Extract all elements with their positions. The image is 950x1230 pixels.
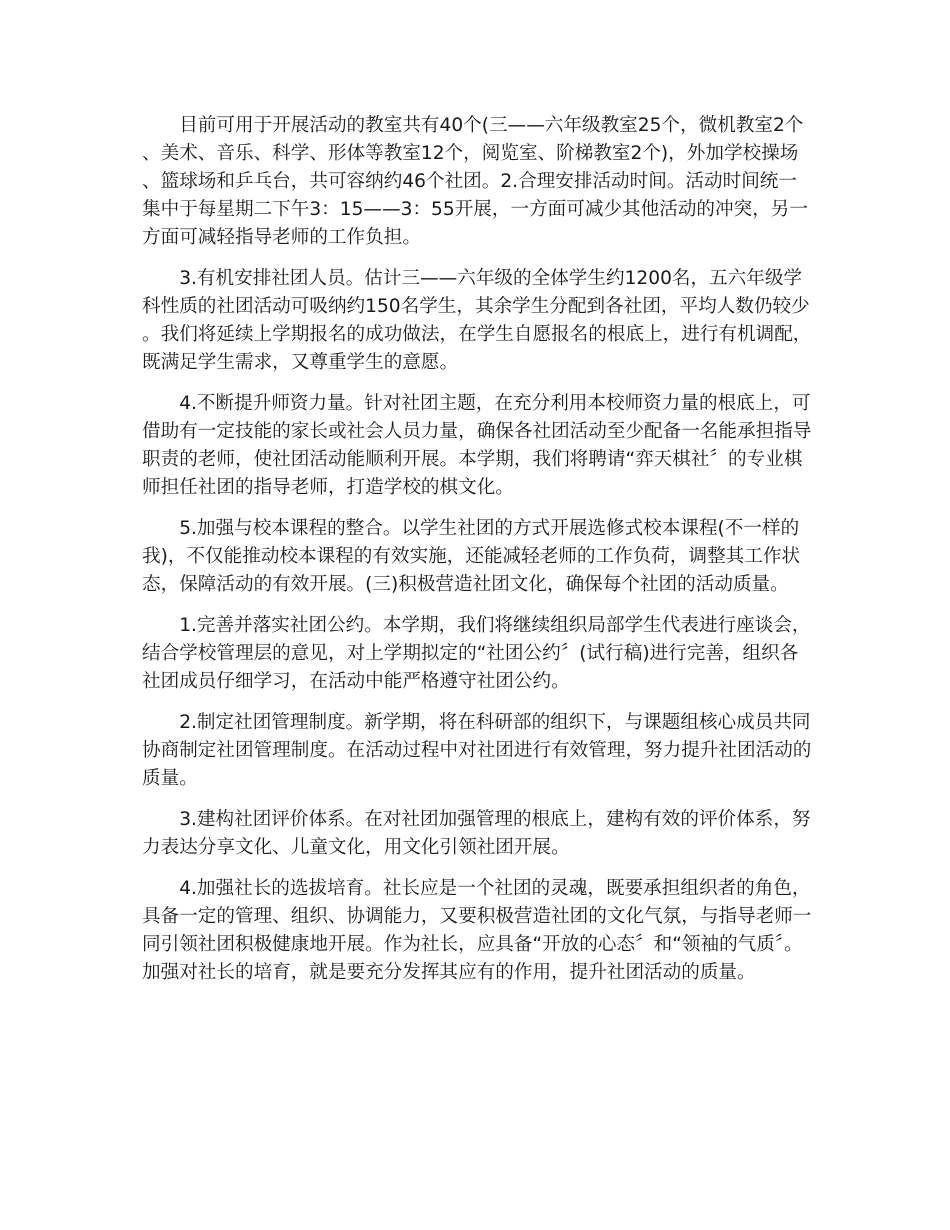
paragraph-curriculum-integration: 5.加强与校本课程的整合。以学生社团的方式开展选修式校本课程(不一样的我)，不仅能推动校本课程的有效实施，还能减轻老师的工作负荷，调整其工作状态，保障活动的有效开展。(三)积极营造社团文化，确保每个社团的活动质量。 [142,518,801,595]
paragraph-member-arrangement: 3.有机安排社团人员。估计三——六年级的全体学生约1200名，五六年级学科性质的社团活动可吸纳约150名学生，其余学生分配到各社团，平均人数仍较少。我们将延续上学期报名的成功做法，在学生自愿报名的根底上，进行有机调配，既满足学生需求，又尊重学生的意愿。 [142,268,812,373]
paragraph-management-system: 2.制定社团管理制度。新学期，将在科研部的组织下，与课题组核心成员共同协商制定社团管理制度。在活动过程中对社团进行有效管理，努力提升社团活动的质量。 [142,712,812,789]
paragraph-leader-training: 4.加强社长的选拔培育。社长应是一个社团的灵魂，既要承担组织者的角色，具备一定的管理、组织、协调能力，又要积极营造社团的文化气氛，与指导老师一同引领社团积极健康地开展。作为社长，应具备“开放的心态〞和“领袖的气质〞。加强对社长的培育，就是要充分发挥其应有的作用，提升社团活动的质量。 [142,878,812,983]
document-body [142,112,812,1000]
paragraph-club-convention: 1.完善并落实社团公约。本学期，我们将继续组织局部学生代表进行座谈会，结合学校管理层的意见，对上学期拟定的“社团公约〞(试行稿)进行完善，组织各社团成员仔细学习，在活动中能严格遵守社团公约。 [142,615,811,692]
paragraph-classrooms-and-schedule: 目前可用于开展活动的教室共有40个(三——六年级教室25个，微机教室2个、美术、音乐、科学、形体等教室12个，阅览室、阶梯教室2个)，外加学校操场、篮球场和乒乓台，共可容纳约46个社团。2.合理安排活动时间。活动时间统一集中于每星期二下午3：15——3：55开展，一方面可减少其他活动的冲突，另一方面可减轻指导老师的工作负担。 [142,115,808,248]
paragraph-evaluation-system: 3.建构社团评价体系。在对社团加强管理的根底上，建构有效的评价体系，努力表达分享文化、儿童文化，用文化引领社团开展。 [142,809,811,858]
paragraph-teacher-resources: 4.不断提升师资力量。针对社团主题，在充分利用本校师资力量的根底上，可借助有一定技能的家长或社会人员力量，确保各社团活动至少配备一名能承担指导职责的老师，使社团活动能顺利开展。本学期，我们将聘请“弈天棋社〞的专业棋师担任社团的指导老师，打造学校的棋文化。 [142,393,812,498]
